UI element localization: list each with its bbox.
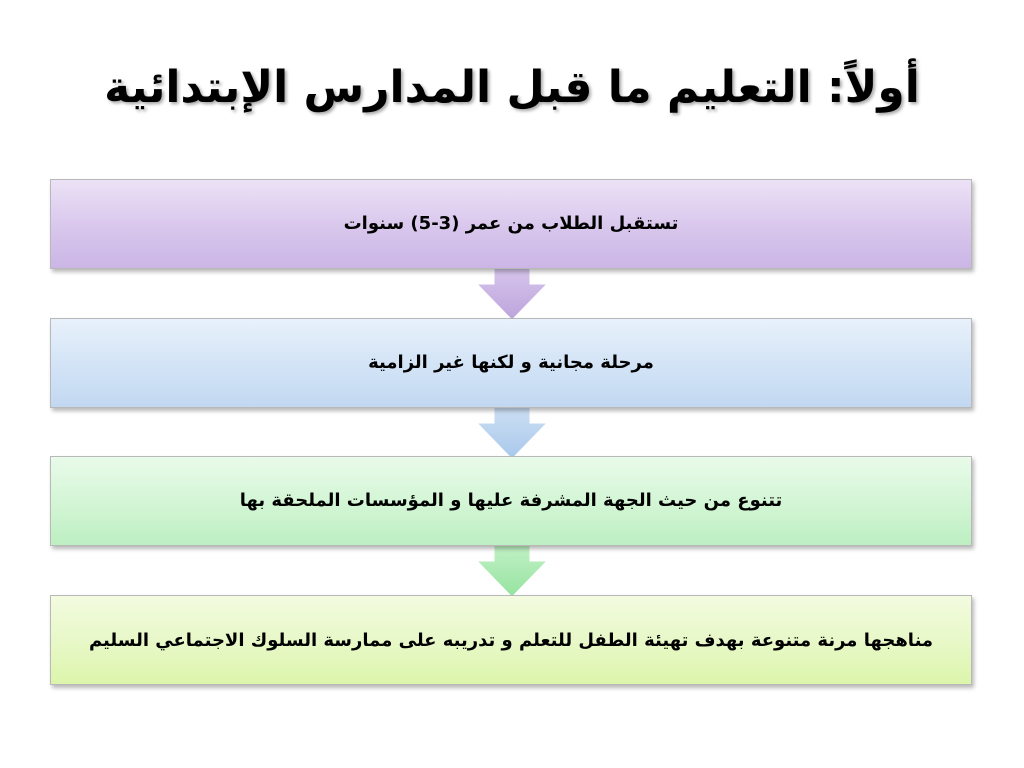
slide-title: أولاً: التعليم ما قبل المدارس الإبتدائية xyxy=(104,62,920,113)
down-arrow-icon xyxy=(477,539,547,597)
flow-step-3 xyxy=(50,456,972,546)
flow-step-2-text: مرحلة مجانية و لكنها غير الزامية xyxy=(368,352,654,373)
flow-step-2 xyxy=(50,318,972,408)
flow-step-4-text: مناهجها مرنة متنوعة بهدف تهيئة الطفل للتعلم و تدريبه على ممارسة السلوك الاجتماعي السليم xyxy=(88,629,934,651)
flow-step-4 xyxy=(50,595,972,685)
flow-step-1 xyxy=(50,179,972,269)
flow-step-3-text: تتنوع من حيث الجهة المشرفة عليها و المؤسسات الملحقة بها xyxy=(239,490,783,511)
down-arrow-icon xyxy=(477,401,547,459)
down-arrow-icon xyxy=(477,262,547,320)
flow-step-1-text: تستقبل الطلاب من عمر (3-5) سنوات xyxy=(343,213,679,234)
